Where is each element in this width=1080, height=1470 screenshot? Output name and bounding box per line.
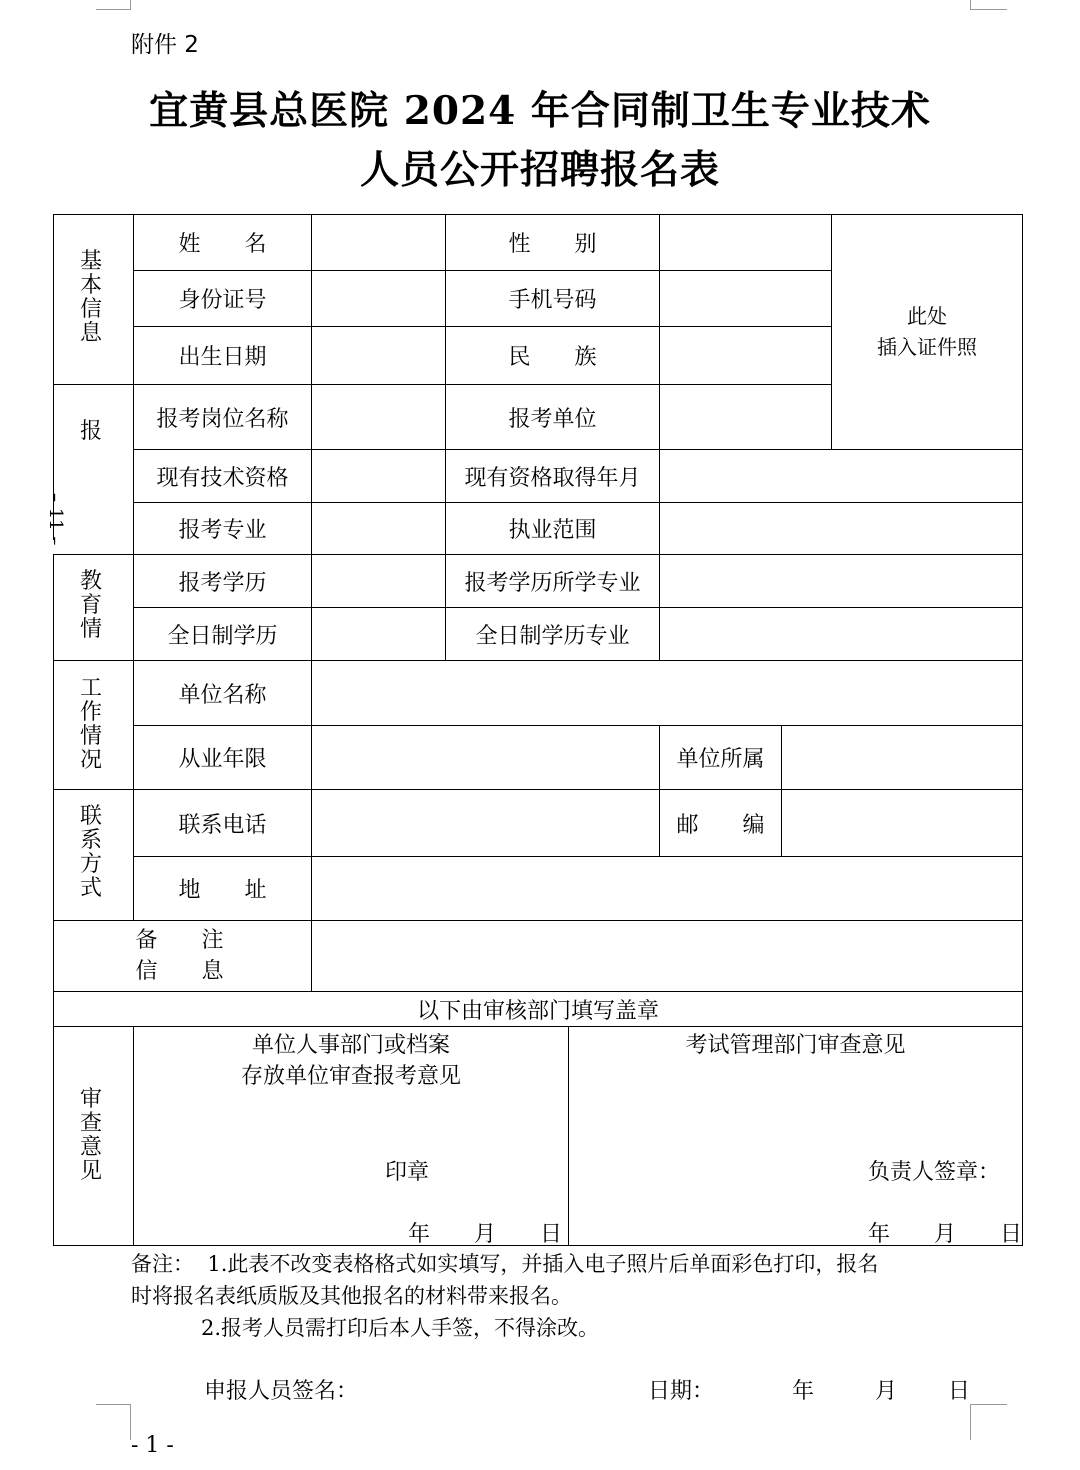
label-remarks-line-2: 信 息 (135, 959, 224, 984)
label-major: 报考专业 (178, 518, 267, 543)
review-left-line-1: 单位人事部门或档案 (251, 1033, 450, 1058)
field-fulltime-education[interactable] (312, 608, 445, 660)
field-gender[interactable] (660, 215, 831, 270)
section-contact: 联系方式 (79, 804, 102, 901)
field-name[interactable] (312, 215, 445, 270)
label-qualification-date: 现有资格取得年月 (464, 465, 641, 491)
label-ethnicity: 民 族 (508, 345, 597, 370)
label-id-number: 身份证号 (178, 288, 267, 313)
section-application: 报 (79, 419, 102, 444)
section-education: 教育情 (79, 569, 102, 642)
date-month: 月 (875, 1379, 898, 1404)
crop-mark-bottom-left (96, 1404, 131, 1440)
note-line-1: 备注： 1.此表不改变表格格式如实填写，并插入电子照片后单面彩色打印，报名 (131, 1252, 879, 1276)
review-left-line-2: 存放单位审查报考意见 (240, 1064, 461, 1089)
photo-text-line-2: 插入证件照 (877, 335, 977, 359)
review-right-heading: 考试管理部门审查意见 (685, 1033, 906, 1058)
field-birth-date[interactable] (312, 327, 445, 384)
date-day: 日 (948, 1379, 971, 1404)
label-post: 报考岗位名称 (156, 406, 289, 432)
review-banner: 以下由审核部门填写盖章 (416, 998, 659, 1024)
field-fulltime-major[interactable] (660, 608, 1022, 660)
field-phone[interactable] (660, 271, 831, 326)
review-right-date: 年 月 日 (868, 1222, 1023, 1247)
section-work: 工作情况 (79, 676, 102, 773)
field-years[interactable] (312, 726, 659, 789)
label-education-level: 报考学历 (178, 570, 267, 596)
field-remarks[interactable] (312, 921, 1022, 991)
label-employer: 单位名称 (178, 682, 267, 708)
label-practice-scope: 执业范围 (508, 518, 597, 543)
applicant-signature-label: 申报人员签名： (204, 1379, 359, 1404)
photo-placeholder[interactable] (832, 215, 1022, 449)
field-post[interactable] (312, 385, 445, 449)
attachment-label: 附件 2 (131, 32, 199, 58)
field-contact-phone[interactable] (312, 790, 659, 856)
note-line-2: 时将报名表纸质版及其他报名的材料带来报名。 (131, 1284, 572, 1308)
page-number: - 1 - (131, 1433, 174, 1458)
label-address: 地 址 (178, 878, 267, 903)
label-education-major: 报考学历所学专业 (464, 570, 641, 596)
review-left-date: 年 月 日 (408, 1222, 563, 1247)
field-ethnicity[interactable] (660, 327, 831, 384)
field-id-number[interactable] (312, 271, 445, 326)
review-left-heading (134, 1030, 568, 1092)
date-label: 日期： (648, 1379, 715, 1404)
label-remarks-line-1: 备 注 (135, 928, 224, 953)
side-marker: – 11 – (45, 493, 66, 546)
label-remarks (54, 921, 311, 991)
crop-mark-top-right (970, 0, 1007, 10)
label-postcode: 邮 编 (676, 812, 765, 838)
label-name: 姓 名 (178, 232, 267, 257)
label-contact-phone: 联系电话 (178, 812, 267, 838)
field-affiliation[interactable] (782, 726, 1022, 789)
label-fulltime-major: 全日制学历专业 (475, 623, 630, 649)
field-unit[interactable] (660, 385, 831, 449)
label-years: 从业年限 (178, 747, 267, 772)
field-employer[interactable] (312, 661, 1022, 725)
page-title-line-1: 宜黄县总医院 2024 年合同制卫生专业技术 (149, 88, 931, 134)
section-basic-info: 基本信息 (79, 249, 102, 346)
crop-mark-bottom-right (970, 1404, 1007, 1440)
label-fulltime-education: 全日制学历 (167, 623, 278, 649)
label-affiliation: 单位所属 (676, 747, 765, 772)
label-unit: 报考单位 (508, 406, 597, 432)
field-education-major[interactable] (660, 555, 1022, 607)
photo-text-line-1: 此处 (907, 304, 947, 328)
crop-mark-top-left (96, 0, 131, 10)
section-review: 审查意见 (79, 1087, 102, 1184)
review-left-seal: 印章 (385, 1160, 430, 1185)
field-qualification-date[interactable] (660, 450, 1022, 502)
field-tech-qualification[interactable] (312, 450, 445, 502)
review-right-sign: 负责人签章： (868, 1160, 1001, 1185)
note-line-3: 2.报考人员需打印后本人手签，不得涂改。 (201, 1316, 600, 1340)
field-postcode[interactable] (782, 790, 1022, 856)
field-practice-scope[interactable] (660, 503, 1022, 554)
field-education-level[interactable] (312, 555, 445, 607)
field-address[interactable] (312, 857, 1022, 920)
date-year: 年 (792, 1379, 815, 1404)
label-phone: 手机号码 (508, 288, 597, 313)
field-major[interactable] (312, 503, 445, 554)
label-birth-date: 出生日期 (178, 345, 267, 370)
label-tech-qualification: 现有技术资格 (156, 465, 289, 491)
page-title-line-2: 人员公开招聘报名表 (359, 147, 720, 193)
label-gender: 性 别 (508, 232, 597, 257)
